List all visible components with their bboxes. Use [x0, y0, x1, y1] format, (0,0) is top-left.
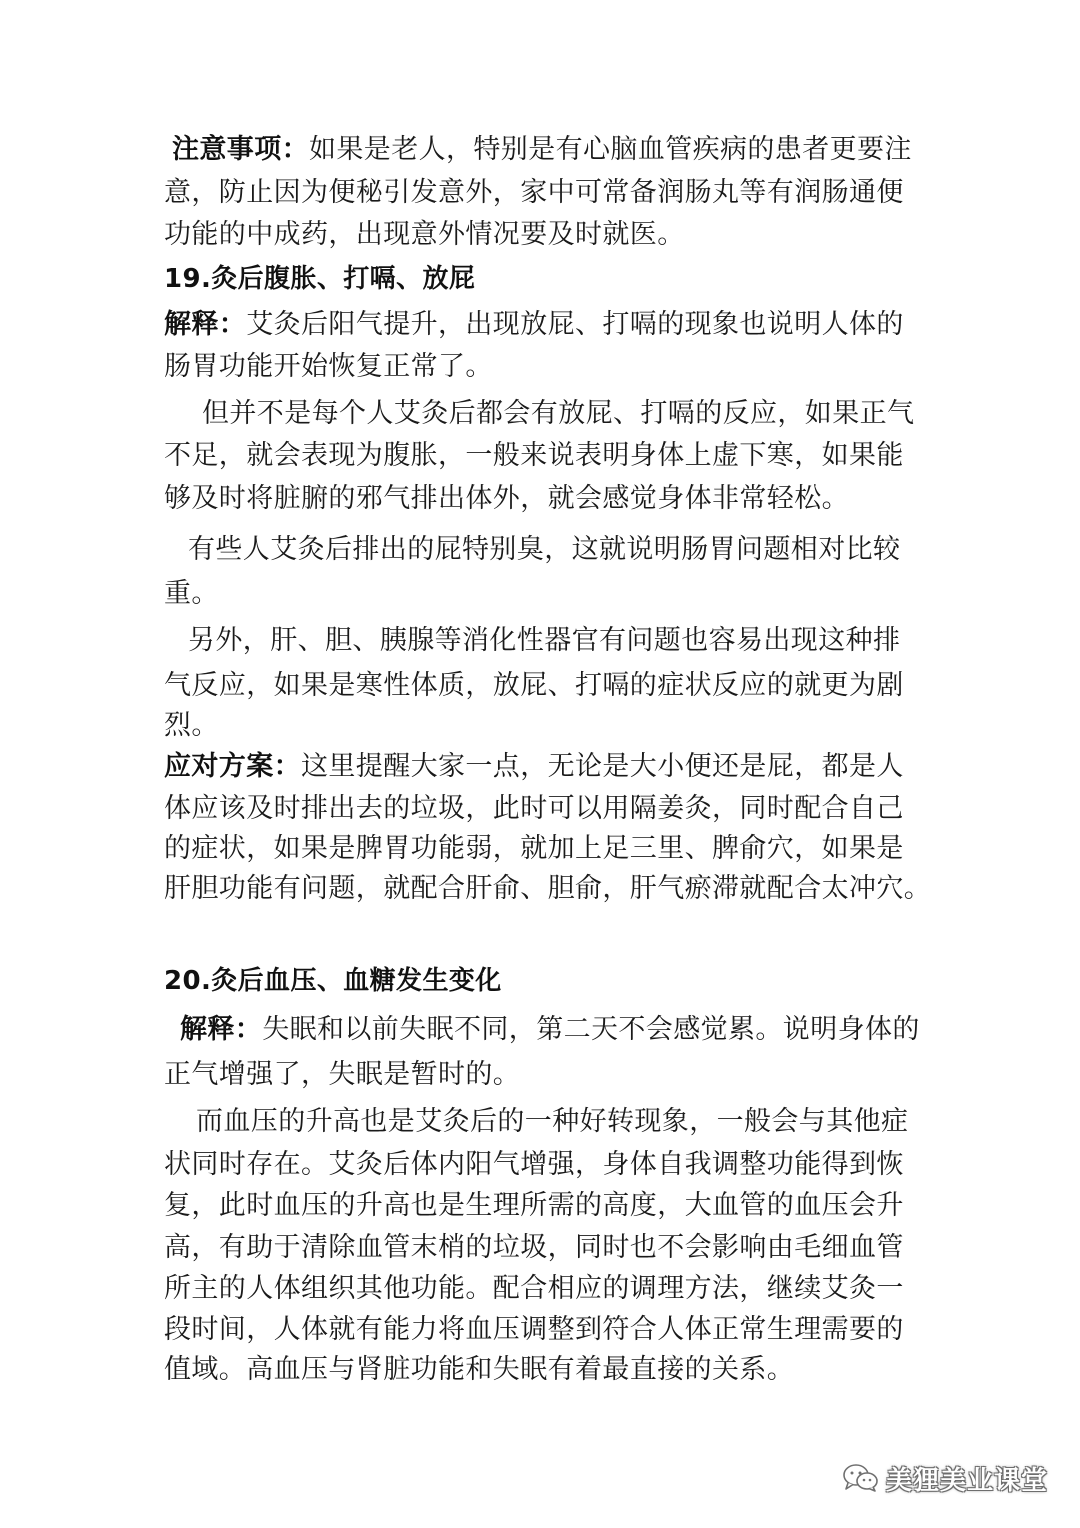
note-line-2 [164, 174, 904, 212]
explain-20-line-2 [164, 1056, 520, 1094]
section-19-heading: 19.灸后腹胀、打嗝、放屁 [164, 264, 476, 294]
line-text: 这里提醒大家一点，无论是大小便还是屁，都是人 [301, 751, 904, 782]
para-line-3 [164, 480, 849, 518]
line-text: 肠胃功能开始恢复正常了。 [164, 351, 493, 382]
para-line-5 [164, 575, 219, 613]
para-line-6 [188, 622, 900, 660]
line-text: 所主的人体组织其他功能。配合相应的调理方法，继续艾灸一 [164, 1273, 904, 1304]
line-text: 高，有助于清除血管末梢的垃圾，同时也不会影响由毛细血管 [164, 1232, 904, 1263]
line-text: 正气增强了，失眠是暂时的。 [164, 1059, 521, 1090]
line-text: 另外，肝、胆、胰腺等消化性器官有问题也容易出现这种排 [188, 625, 901, 656]
line-text: 体应该及时排出去的垃圾，此时可以用隔姜灸，同时配合自己 [164, 793, 904, 824]
para-line-2 [164, 437, 904, 475]
line-text: 气反应，如果是寒性体质，放屁、打嗝的症状反应的就更为剧 [164, 670, 904, 701]
explain-20-line-1 [180, 1011, 920, 1049]
solution-line-4 [164, 870, 931, 908]
line-text: 如果是老人，特别是有心脑血管疾病的患者更要注 [309, 134, 912, 165]
para-line-1 [202, 395, 914, 433]
line-text: 不足，就会表现为腹胀，一般来说表明身体上虚下寒，如果能 [164, 440, 904, 471]
section-20-heading: 20.灸后血压、血糖发生变化 [164, 966, 502, 996]
para-line-7 [164, 667, 904, 705]
line-text: 复，此时血压的升高也是生理所需的高度，大血管的血压会升 [164, 1190, 904, 1221]
note-line-1 [172, 131, 912, 169]
line-text: 状同时存在。艾灸后体内阳气增强，身体自我调整功能得到恢 [164, 1149, 904, 1180]
line-text: 的症状，如果是脾胃功能弱，就加上足三里、脾俞穴，如果是 [164, 833, 904, 864]
line-text: 功能的中成药，出现意外情况要及时就医。 [164, 219, 685, 250]
line-text: 但并不是每个人艾灸后都会有放屁、打嗝的反应，如果正气 [202, 398, 915, 429]
para20-line-7 [164, 1351, 794, 1389]
explain-label: 解释： [164, 309, 247, 340]
line-text: 有些人艾灸后排出的屁特别臭，这就说明肠胃问题相对比较 [188, 534, 901, 565]
para-line-8 [164, 707, 219, 745]
watermark-text: 美狸美业课堂 [886, 1465, 1049, 1496]
para20-line-1 [196, 1103, 908, 1141]
explain-label: 解释： [180, 1014, 263, 1045]
line-text: 烈。 [164, 710, 219, 741]
watermark [842, 1460, 1048, 1496]
para20-line-5 [164, 1270, 904, 1308]
solution-line-2 [164, 790, 904, 828]
line-text: 够及时将脏腑的邪气排出体外，就会感觉身体非常轻松。 [164, 483, 849, 514]
line-text: 肝胆功能有问题，就配合肝俞、胆俞，肝气瘀滞就配合太冲穴。 [164, 873, 932, 904]
note-line-3 [164, 216, 685, 254]
line-text: 失眠和以前失眠不同，第二天不会感觉累。说明身体的 [262, 1014, 920, 1045]
line-text: 而血压的升高也是艾灸后的一种好转现象，一般会与其他症 [196, 1106, 909, 1137]
solution-label: 应对方案： [164, 751, 301, 782]
solution-line-3 [164, 830, 904, 868]
para20-line-4 [164, 1229, 904, 1267]
line-text: 段时间，人体就有能力将血压调整到符合人体正常生理需要的 [164, 1314, 904, 1345]
solution-line-1 [164, 748, 904, 786]
para20-line-3 [164, 1187, 904, 1225]
para20-line-2 [164, 1146, 904, 1184]
explain-19-line-1 [164, 306, 904, 344]
note-label: 注意事项： [172, 134, 309, 165]
line-text: 艾灸后阳气提升，出现放屁、打嗝的现象也说明人体的 [246, 309, 904, 340]
para20-line-6 [164, 1311, 904, 1349]
line-text: 意，防止因为便秘引发意外，家中可常备润肠丸等有润肠通便 [164, 177, 904, 208]
explain-19-line-2 [164, 348, 493, 386]
para-line-4 [188, 531, 900, 569]
wechat-icon [842, 1463, 880, 1493]
line-text: 值域。高血压与肾脏功能和失眠有着最直接的关系。 [164, 1354, 795, 1385]
line-text: 重。 [164, 578, 219, 609]
